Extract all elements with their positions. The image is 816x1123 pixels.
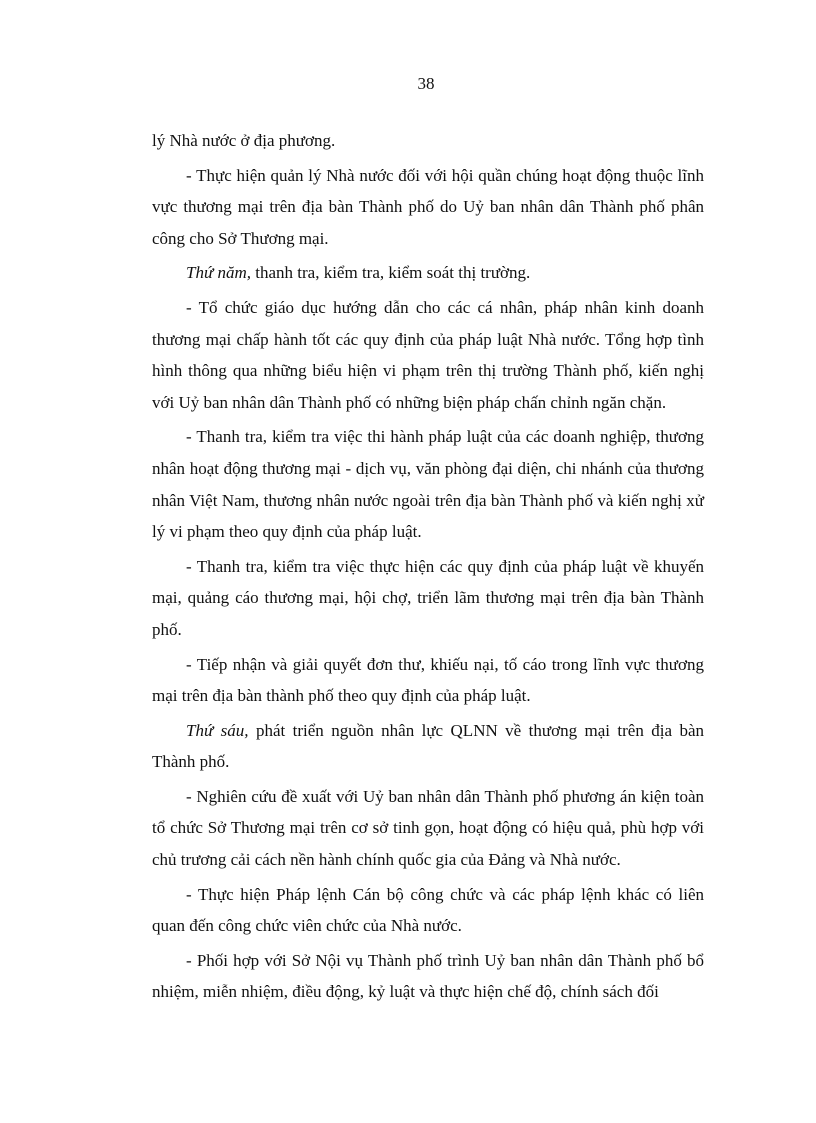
section-lead: Thứ năm,: [186, 263, 252, 283]
paragraph: - Phối hợp với Sở Nội vụ Thành phố trình Uỷ ban nhân dân Thành phố bổ nhiệm, miễn nhiệm, điều động, kỷ luật và thực hiện chế độ, chính sách đối: [152, 950, 704, 1002]
paragraph: - Thực hiện Pháp lệnh Cán bộ công chức và các pháp lệnh khác có liên quan đến công chức viên chức của Nhà nước.: [152, 884, 704, 936]
paragraph: - Nghiên cứu đề xuất với Uỷ ban nhân dân Thành phố phương án kiện toàn tổ chức Sở Thương mại trên cơ sở tinh gọn, hoạt động có hiệu quả, phù hợp với chủ trương cải cách nền hành chính quốc gia của Đảng và Nhà nước.: [152, 786, 704, 870]
paragraph: - Tiếp nhận và giải quyết đơn thư, khiếu nại, tố cáo trong lĩnh vực thương mại trên địa bàn thành phố theo quy định của pháp luật.: [152, 654, 704, 706]
section-lead: Thứ sáu,: [186, 720, 249, 740]
paragraph: Thứ năm, thanh tra, kiểm tra, kiểm soát thị trường.: [186, 263, 531, 283]
paragraph: - Thanh tra, kiểm tra việc thi hành pháp luật của các doanh nghiệp, thương nhân hoạt động thương mại - dịch vụ, văn phòng đại diện, chi nhánh của thương nhân Việt Nam, thương nhân nước ngoài trên địa bàn Thành phố và kiến nghị xử lý vi phạm theo quy định của pháp luật.: [152, 427, 704, 542]
paragraph: Thứ sáu, phát triển nguồn nhân lực QLNN về thương mại trên địa bàn Thành phố.: [152, 720, 705, 772]
page-number: 38: [417, 74, 435, 93]
body-text: [152, 125, 704, 1008]
paragraph: - Thanh tra, kiểm tra việc thực hiện các quy định của pháp luật về khuyến mại, quảng cáo thương mại, hội chợ, triển lãm thương mại trên địa bàn Thành phố.: [152, 556, 704, 639]
paragraph: lý Nhà nước ở địa phương.: [152, 131, 336, 150]
paragraph: - Tổ chức giáo dục hướng dẫn cho các cá nhân, pháp nhân kinh doanh thương mại chấp hành tốt các quy định của pháp luật Nhà nước. Tổng hợp tình hình thông qua những biểu hiện vi phạm trên thị trường Thành phố, kiến nghị với Uỷ ban nhân dân Thành phố có những biện pháp chấn chỉnh ngăn chặn.: [152, 297, 704, 412]
paragraph: - Thực hiện quản lý Nhà nước đối với hội quần chúng hoạt động thuộc lĩnh vực thương mại trên địa bàn Thành phố do Uỷ ban nhân dân Thành phố phân công cho Sở Thương mại.: [152, 165, 704, 248]
